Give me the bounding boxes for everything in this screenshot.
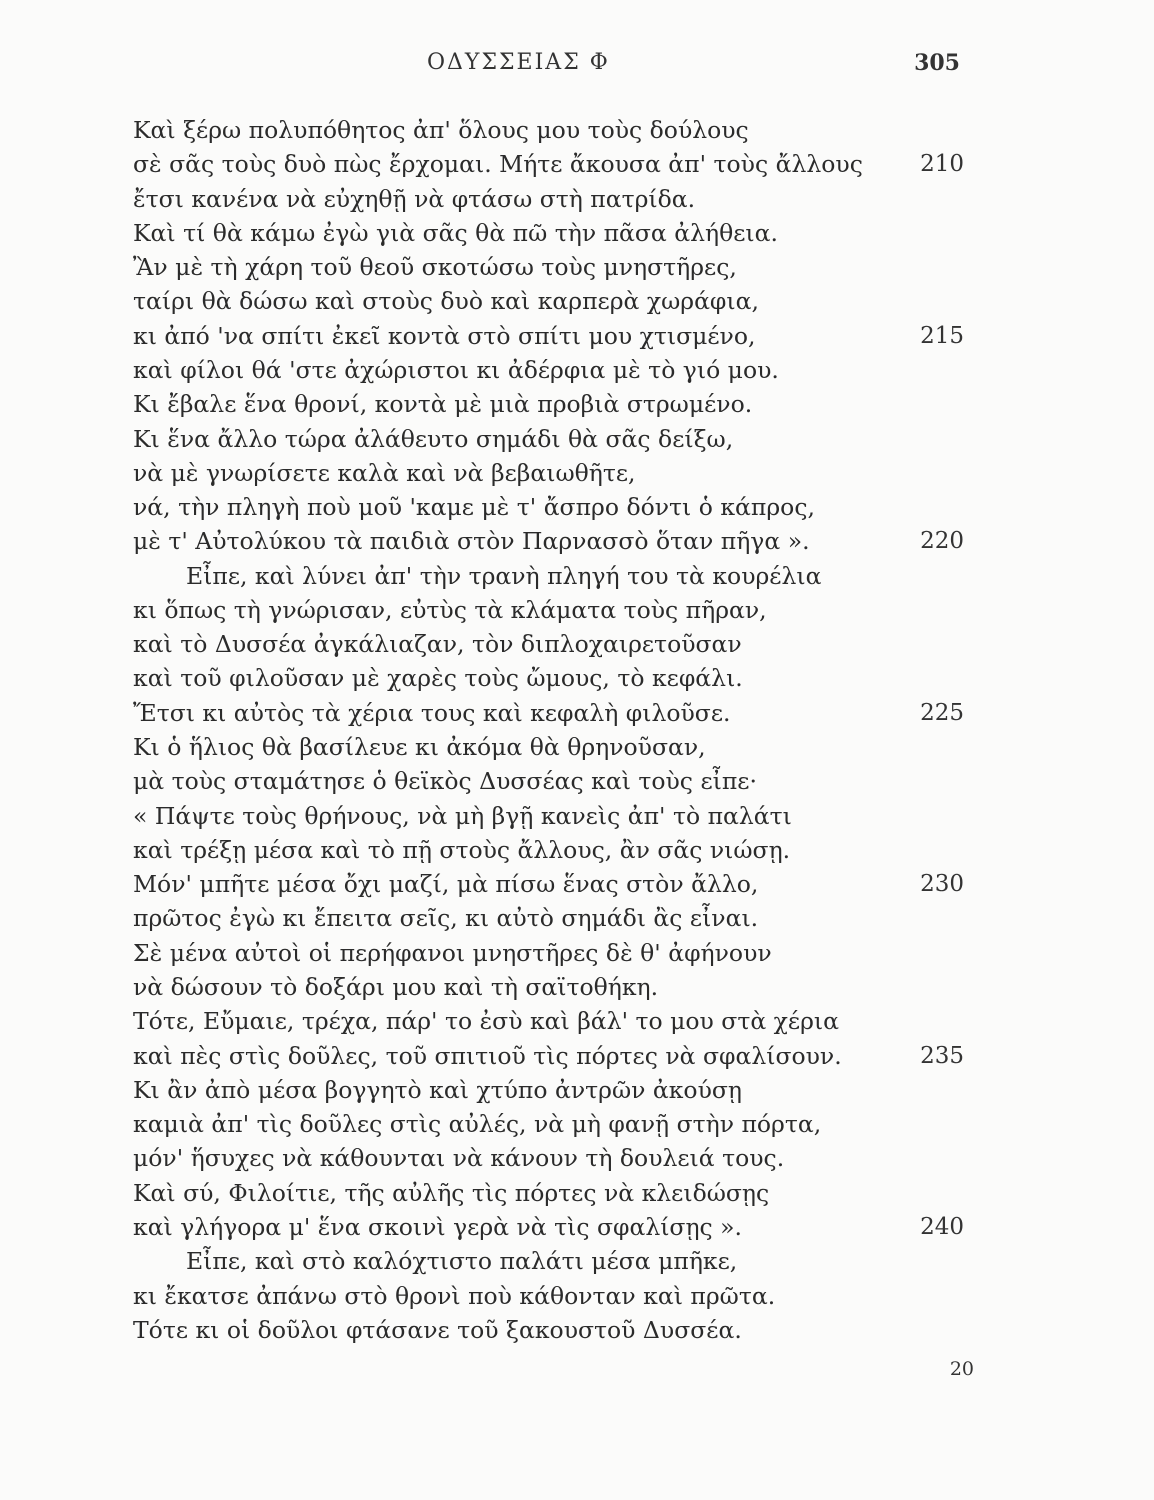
line-number: 225: [920, 700, 964, 726]
verse-line: κι ἔκατσε ἀπάνω στὸ θρονὶ ποὺ κάθονταν καὶ πρῶτα.: [133, 1282, 776, 1310]
verse-line: Καὶ σύ, Φιλοίτιε, τῆς αὐλῆς τὶς πόρτες νὰ κλειδώσῃς: [133, 1179, 770, 1207]
verse-line: σὲ σᾶς τοὺς δυὸ πὼς ἔρχομαι. Μήτε ἄκουσα ἀπ' τοὺς ἄλλους: [133, 150, 863, 178]
page-number: 305: [914, 50, 960, 76]
verse-line: νὰ μὲ γνωρίσετε καλὰ καὶ νὰ βεβαιωθῆτε,: [133, 459, 636, 487]
verse-line: Κι ἕνα ἄλλο τώρα ἀλάθευτο σημάδι θὰ σᾶς δείξω,: [133, 425, 734, 453]
verse-line: Εἶπε, καὶ λύνει ἀπ' τὴν τρανὴ πληγή του τὰ κουρέλια: [186, 562, 822, 590]
verse-line: ἔτσι κανένα νὰ εὐχηθῇ νὰ φτάσω στὴ πατρίδα.: [133, 185, 696, 213]
verse-line: κι ἀπό 'να σπίτι ἐκεῖ κοντὰ στὸ σπίτι μου χτισμένο,: [133, 322, 756, 350]
verse-line: πρῶτος ἐγὼ κι ἔπειτα σεῖς, κι αὐτὸ σημάδι ἂς εἶναι.: [133, 904, 759, 932]
verse-line: νά, τὴν πληγὴ ποὺ μοῦ 'καμε μὲ τ' ἄσπρο δόντι ὁ κάπρος,: [133, 493, 815, 521]
verse-line: καὶ τρέξῃ μέσα καὶ τὸ πῇ στοὺς ἄλλους, ἂν σᾶς νιώσῃ.: [133, 836, 791, 864]
verse-line: Κι ὁ ἥλιος θὰ βασίλευε κι ἀκόμα θὰ θρηνοῦσαν,: [133, 733, 706, 761]
verse-line: μὲ τ' Αὐτολύκου τὰ παιδιὰ στὸν Παρνασσὸ ὅταν πῆγα ».: [133, 527, 810, 555]
verse-line: κι ὅπως τὴ γνώρισαν, εὐτὺς τὰ κλάματα τοὺς πῆραν,: [133, 596, 767, 624]
verse-line: καμιὰ ἀπ' τὶς δοῦλες στὶς αὐλές, νὰ μὴ φανῇ στὴν πόρτα,: [133, 1110, 822, 1138]
verse-line: καὶ φίλοι θά 'στε ἀχώριστοι κι ἀδέρφια μὲ τὸ γιό μου.: [133, 356, 779, 384]
verse-line: ταίρι θὰ δώσω καὶ στοὺς δυὸ καὶ καρπερὰ χωράφια,: [133, 287, 759, 315]
verse-line: Τότε, Εὔμαιε, τρέχα, πάρ' το ἐσὺ καὶ βάλ' το μου στὰ χέρια: [133, 1007, 839, 1035]
verse-line: Σὲ μένα αὐτοὶ οἱ περήφανοι μνηστῆρες δὲ θ' ἀφήνουν: [133, 939, 772, 967]
verse-line: Καὶ ξέρω πολυπόθητος ἀπ' ὅλους μου τοὺς δούλους: [133, 116, 749, 144]
verse-line: Ἔτσι κι αὐτὸς τὰ χέρια τους καὶ κεφαλὴ φιλοῦσε.: [133, 699, 731, 727]
verse-line: καὶ τοῦ φιλοῦσαν μὲ χαρὲς τοὺς ὤμους, τὸ κεφάλι.: [133, 664, 743, 692]
verse-line: καὶ γλήγορα μ' ἕνα σκοινὶ γερὰ νὰ τὶς σφαλίσῃς ».: [133, 1213, 743, 1241]
line-number: 215: [920, 323, 964, 349]
line-number: 220: [920, 528, 964, 554]
verse-line: Κι ἂν ἀπὸ μέσα βογγητὸ καὶ χτύπο ἀντρῶν ἀκούσῃ: [133, 1076, 742, 1104]
verse-line: Τότε κι οἱ δοῦλοι φτάσανε τοῦ ξακουστοῦ Δυσσέα.: [133, 1316, 742, 1344]
verse-line: Μόν' μπῆτε μέσα ὄχι μαζί, μὰ πίσω ἕνας στὸν ἄλλο,: [133, 870, 759, 898]
verse-line: μόν' ἥσυχες νὰ κάθουνται νὰ κάνουν τὴ δουλειά τους.: [133, 1144, 785, 1172]
verse-line: Καὶ τί θὰ κάμω ἐγὼ γιὰ σᾶς θὰ πῶ τὴν πᾶσα ἀλήθεια.: [133, 219, 778, 247]
line-number: 240: [920, 1214, 964, 1240]
line-number: 230: [920, 871, 964, 897]
verse-line: μὰ τοὺς σταμάτησε ὁ θεϊκὸς Δυσσέας καὶ τοὺς εἶπε·: [133, 767, 757, 795]
line-number: 235: [920, 1043, 964, 1069]
signature-mark: 20: [949, 1358, 974, 1380]
verse-line: Εἶπε, καὶ στὸ καλόχτιστο παλάτι μέσα μπῆκε,: [186, 1247, 738, 1275]
verse-line: « Πάψτε τοὺς θρήνους, νὰ μὴ βγῇ κανεὶς ἀπ' τὸ παλάτι: [133, 802, 792, 830]
verse-line: Κι ἔβαλε ἕνα θρονί, κοντὰ μὲ μιὰ προβιὰ στρωμένο.: [133, 390, 753, 418]
verse-line: καὶ τὸ Δυσσέα ἀγκάλιαζαν, τὸν διπλοχαιρετοῦσαν: [133, 630, 742, 658]
verse-line: Ἂν μὲ τὴ χάρη τοῦ θεοῦ σκοτώσω τοὺς μνηστῆρες,: [133, 253, 737, 281]
running-title: ΟΔΥΣΣΕΙΑΣ Φ: [427, 50, 610, 75]
verse-line: νὰ δώσουν τὸ δοξάρι μου καὶ τὴ σαϊτοθήκη.: [133, 973, 659, 1001]
line-number: 210: [920, 151, 964, 177]
verse-line: καὶ πὲς στὶς δοῦλες, τοῦ σπιτιοῦ τὶς πόρτες νὰ σφαλίσουν.: [133, 1042, 842, 1070]
